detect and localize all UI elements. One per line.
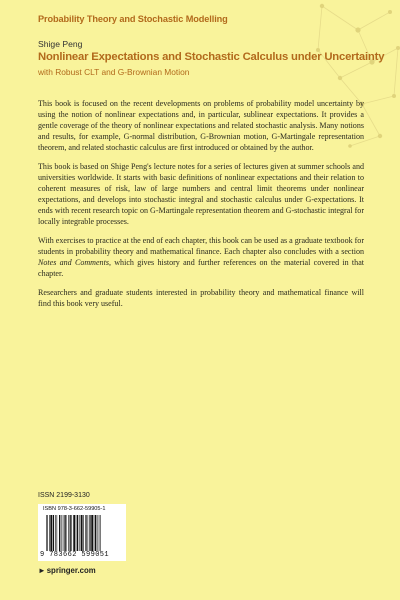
ean-digits: 9 783662 599051 xyxy=(40,551,110,559)
barcode-bar xyxy=(70,515,71,551)
barcode-bar xyxy=(61,515,62,551)
blurb-paragraph-3 xyxy=(38,236,364,280)
notes-and-comments-emphasis: Notes and Comments xyxy=(38,257,109,267)
barcode xyxy=(46,515,120,551)
barcode-bar xyxy=(95,515,96,551)
barcode-bar xyxy=(85,515,86,551)
barcode-bar xyxy=(86,515,87,551)
book-title: Nonlinear Expectations and Stochastic Calculus under Uncertainty xyxy=(38,51,385,63)
barcode-bar xyxy=(81,515,83,551)
barcode-bar xyxy=(99,515,100,551)
barcode-bar xyxy=(49,515,50,551)
barcode-bar xyxy=(73,515,75,551)
barcode-bar xyxy=(71,515,72,551)
publisher-website xyxy=(38,566,96,575)
barcode-bar xyxy=(63,515,64,551)
website-link[interactable]: springer.com xyxy=(46,566,96,575)
arrow-icon: ► xyxy=(38,566,46,575)
blurb-paragraph-2: This book is based on Shige Peng's lecture notes for a series of lectures given at summer schools and universities worldwide. It starts with basic definitions of nonlinear expectations and their relation to coherent measures of risk, law of large numbers and central limit theorems under nonlinear expectations, and develops into stochastic integral and stochastic calculus under G-expectations. It ends with recent research topic on G-Martingale representation theorem and G-stochastic integral for locally integrable processes. xyxy=(38,162,364,226)
isbn-number: ISBN 978-3-662-59905-1 xyxy=(43,506,106,512)
barcode-bar xyxy=(53,515,54,551)
barcode-bar xyxy=(83,515,84,551)
barcode-box xyxy=(38,504,126,561)
blurb-paragraph-4: Researchers and graduate students interested in probability theory and mathematical finance will find this book very useful. xyxy=(38,288,364,308)
barcode-bar xyxy=(91,515,93,551)
barcode-bar xyxy=(55,515,56,551)
issn-number: ISSN 2199-3130 xyxy=(38,492,90,499)
blurb xyxy=(38,99,364,318)
barcode-bar xyxy=(77,515,78,551)
barcode-bar xyxy=(65,515,66,551)
barcode-bar xyxy=(59,515,60,551)
barcode-bar xyxy=(88,515,89,551)
blurb-paragraph-1: This book is focused on the recent developments on problems of probability model uncertainty by using the notion of nonlinear expectations and, in particular, sublinear expectations. It provides a gentle coverage of the theory of nonlinear expectations and related stochastic analysis. Many notions and results, for example, G-normal distribution, G-Brownian motion, G-Martingale representation theorem, and related stochastic calculus are first introduced or obtained by the author. xyxy=(38,99,364,152)
barcode-bar xyxy=(46,515,47,551)
barcode-bar xyxy=(97,515,98,551)
blurb-paragraph-3-end: , which gives history and further references on the material covered in that chapter. xyxy=(38,257,364,278)
barcode-bar xyxy=(50,515,52,551)
barcode-bar xyxy=(100,515,101,551)
book-subtitle: with Robust CLT and G-Brownian Motion xyxy=(38,67,190,77)
barcode-bar xyxy=(47,515,48,551)
series-title: Probability Theory and Stochastic Modelling xyxy=(38,14,228,24)
barcode-bar xyxy=(68,515,69,551)
barcode-bar xyxy=(89,515,90,551)
barcode-bar xyxy=(76,515,77,551)
barcode-bar xyxy=(94,515,95,551)
barcode-bar xyxy=(57,515,58,551)
barcode-bar xyxy=(79,515,80,551)
author-name: Shige Peng xyxy=(38,39,83,49)
blurb-paragraph-3-start: With exercises to practice at the end of each chapter, this book can be used as a graduate textbook for students in probability theory and mathematical finance. Each chapter also concludes with a section xyxy=(38,235,365,256)
barcode-bar xyxy=(64,515,65,551)
